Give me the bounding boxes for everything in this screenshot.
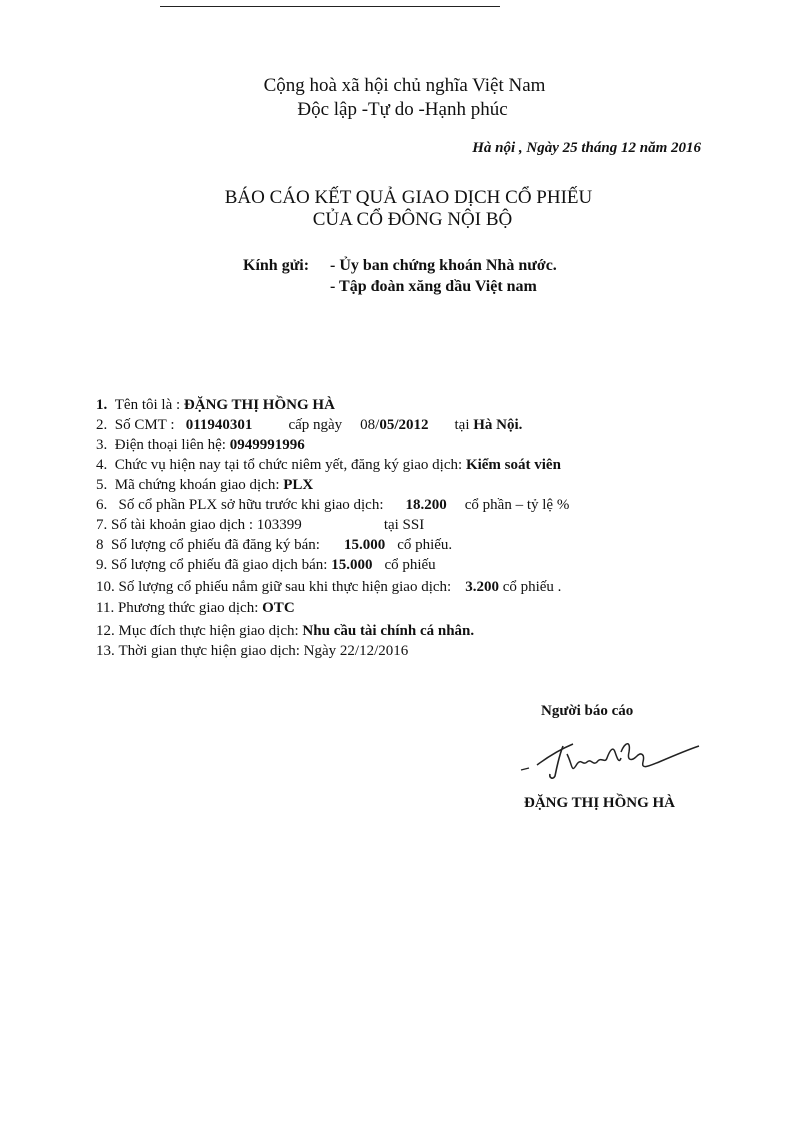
report-item-position xyxy=(96,455,561,475)
handwritten-signature xyxy=(515,732,705,787)
item-suffix: tại SSI xyxy=(383,517,425,533)
dateline: Hà nội , Ngày 25 tháng 12 năm 2016 xyxy=(472,140,701,156)
national-motto-line2: Độc lập -Tự do -Hạnh phúc xyxy=(297,99,508,120)
report-item-registered-sell xyxy=(96,535,452,555)
item-suffix: cổ phiếu xyxy=(384,557,436,573)
report-item-shares-after xyxy=(96,577,561,597)
item-label: Số lượng cổ phiếu đã giao dịch bán: xyxy=(111,557,332,573)
report-item-ticker xyxy=(96,475,313,495)
item-number: 2. xyxy=(96,417,108,433)
issued-date-bold: 05/2012 xyxy=(379,417,429,433)
item-label: Số CMT : xyxy=(114,417,175,433)
report-title-line2: CỦA CỔ ĐÔNG NỘI BỘ xyxy=(312,209,513,230)
item-value: ĐẶNG THỊ HỒNG HÀ xyxy=(183,397,335,413)
report-item-account xyxy=(96,515,424,535)
item-suffix: cổ phiếu. xyxy=(397,537,453,553)
issued-label: cấp ngày xyxy=(288,417,343,433)
recipient-item: - Tập đoàn xăng dầu Việt nam xyxy=(330,278,537,295)
item-value: PLX xyxy=(283,477,314,493)
report-item-sold xyxy=(96,555,436,575)
report-item-shares-before xyxy=(96,495,569,515)
item-value: Kiểm soát viên xyxy=(465,457,561,473)
item-number: 5. xyxy=(96,477,108,493)
item-label: Mã chứng khoán giao dịch: xyxy=(114,477,284,493)
recipient-item: - Ủy ban chứng khoán Nhà nước. xyxy=(330,257,557,274)
item-label: Số cổ phần PLX sở hữu trước khi giao dịch: xyxy=(118,497,384,513)
report-item-time xyxy=(96,641,408,661)
item-number: 3. xyxy=(96,437,108,453)
item-number: 1. xyxy=(96,397,108,413)
item-label: Số lượng cổ phiếu đã đăng ký bán: xyxy=(111,537,320,553)
place-label: tại xyxy=(454,417,470,433)
item-label: Mục đích thực hiện giao dịch: xyxy=(118,623,303,639)
item-number: 12. xyxy=(96,623,115,639)
item-number: 9. xyxy=(96,557,108,573)
item-number: 8 xyxy=(96,537,104,553)
id-card-number: 011940301 xyxy=(185,417,253,433)
report-item-purpose xyxy=(96,621,474,641)
report-title-line1: BÁO CÁO KẾT QUẢ GIAO DỊCH CỔ PHIẾU xyxy=(224,187,593,208)
item-label: Tên tôi là : xyxy=(114,397,184,413)
item-value: 0949991996 xyxy=(229,437,305,453)
issued-date-plain: 08/ xyxy=(360,417,380,433)
item-label: Điện thoại liên hệ: xyxy=(114,437,230,453)
report-item-id-card xyxy=(96,415,522,435)
national-motto-line1: Cộng hoà xã hội chủ nghĩa Việt Nam xyxy=(263,75,546,96)
recipient-label: Kính gửi: xyxy=(243,257,310,274)
item-number: 10. xyxy=(96,579,115,595)
report-item-name xyxy=(96,395,335,415)
item-suffix: cổ phần – tỷ lệ % xyxy=(464,497,570,513)
item-label: Thời gian thực hiện giao dịch: Ngày 22/12/2016 xyxy=(118,643,409,659)
item-label: Phương thức giao dịch: xyxy=(117,600,263,616)
item-value: 3.200 xyxy=(465,579,499,595)
item-value: 15.000 xyxy=(343,537,386,553)
signer-name: ĐẶNG THỊ HỒNG HÀ xyxy=(524,795,675,811)
item-label: Chức vụ hiện nay tại tổ chức niêm yết, đăng ký giao dịch: xyxy=(114,457,466,473)
top-rule xyxy=(160,6,500,7)
item-number: 11. xyxy=(96,600,115,616)
report-item-phone xyxy=(96,435,305,455)
report-item-method xyxy=(96,598,295,618)
item-value: Nhu cầu tài chính cá nhân. xyxy=(302,623,475,639)
signer-label: Người báo cáo xyxy=(541,703,634,719)
item-number: 13. xyxy=(96,643,115,659)
item-value: 18.200 xyxy=(405,497,447,513)
item-value: OTC xyxy=(262,600,295,616)
item-number: 7. xyxy=(96,517,108,533)
item-number: 6. xyxy=(96,497,108,513)
item-label: Số tài khoản giao dịch : 103399 xyxy=(111,517,302,533)
item-label: Số lượng cổ phiếu nắm giữ sau khi thực hiện giao dịch: xyxy=(118,579,452,595)
issued-place: Hà Nội. xyxy=(473,417,523,433)
item-number: 4. xyxy=(96,457,108,473)
item-suffix: cổ phiếu . xyxy=(502,579,562,595)
item-value: 15.000 xyxy=(331,557,373,573)
